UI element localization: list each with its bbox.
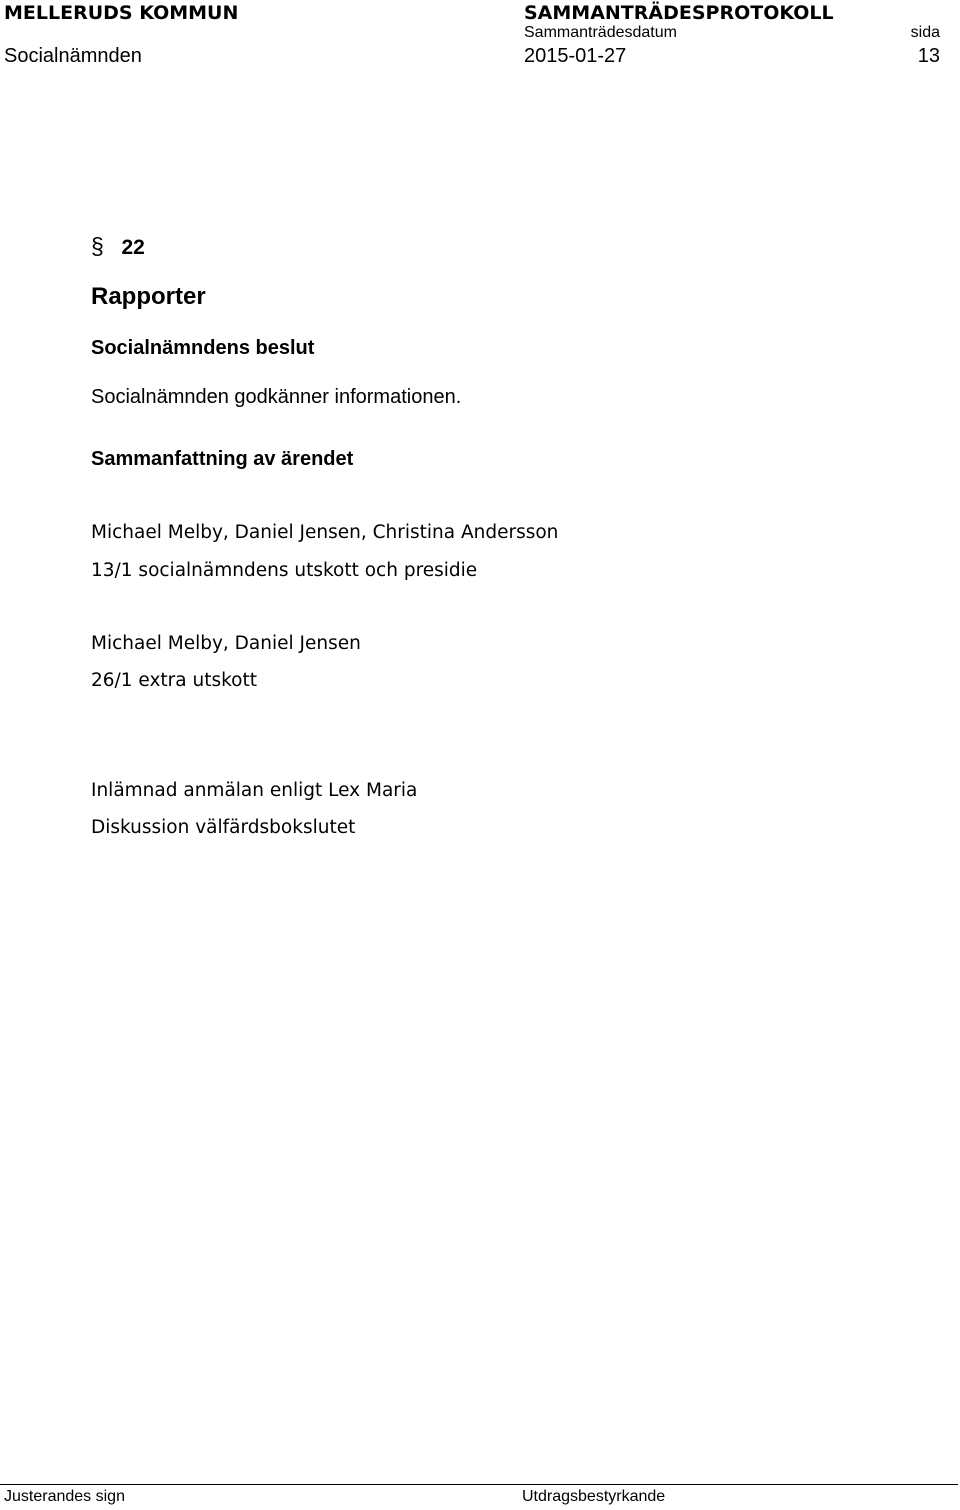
summary-line: 13/1 socialnämndens utskott och presidie xyxy=(91,560,478,581)
organization-name: MELLERUDS KOMMUN xyxy=(4,2,239,24)
page-number: 13 xyxy=(917,45,940,67)
paragraph-number xyxy=(91,233,145,260)
summary-line: 26/1 extra utskott xyxy=(91,670,258,691)
summary-line: Michael Melby, Daniel Jensen xyxy=(91,633,361,654)
decision-text: Socialnämnden godkänner informationen. xyxy=(91,386,462,408)
paragraph-title: Rapporter xyxy=(91,283,206,310)
date-label: Sammanträdesdatum xyxy=(524,24,677,41)
meeting-date: 2015-01-27 xyxy=(524,45,627,67)
summary-line: Diskussion välfärdsbokslutet xyxy=(91,817,356,838)
justerandes-sign-label: Justerandes sign xyxy=(4,1488,125,1505)
summary-line: Michael Melby, Daniel Jensen, Christina Andersson xyxy=(91,522,559,543)
document-type: SAMMANTRÄDESPROTOKOLL xyxy=(524,2,834,24)
page-label: sida xyxy=(910,24,940,41)
section-sign: § xyxy=(91,233,104,259)
utdragsbestyrkande-label: Utdragsbestyrkande xyxy=(522,1488,666,1505)
summary-line: Inlämnad anmälan enligt Lex Maria xyxy=(91,780,418,801)
summary-heading: Sammanfattning av ärendet xyxy=(91,448,354,470)
footer-divider xyxy=(0,1484,958,1485)
decision-heading: Socialnämndens beslut xyxy=(91,337,315,359)
department-name: Socialnämnden xyxy=(4,45,142,67)
paragraph-number-value: 22 xyxy=(121,236,145,259)
